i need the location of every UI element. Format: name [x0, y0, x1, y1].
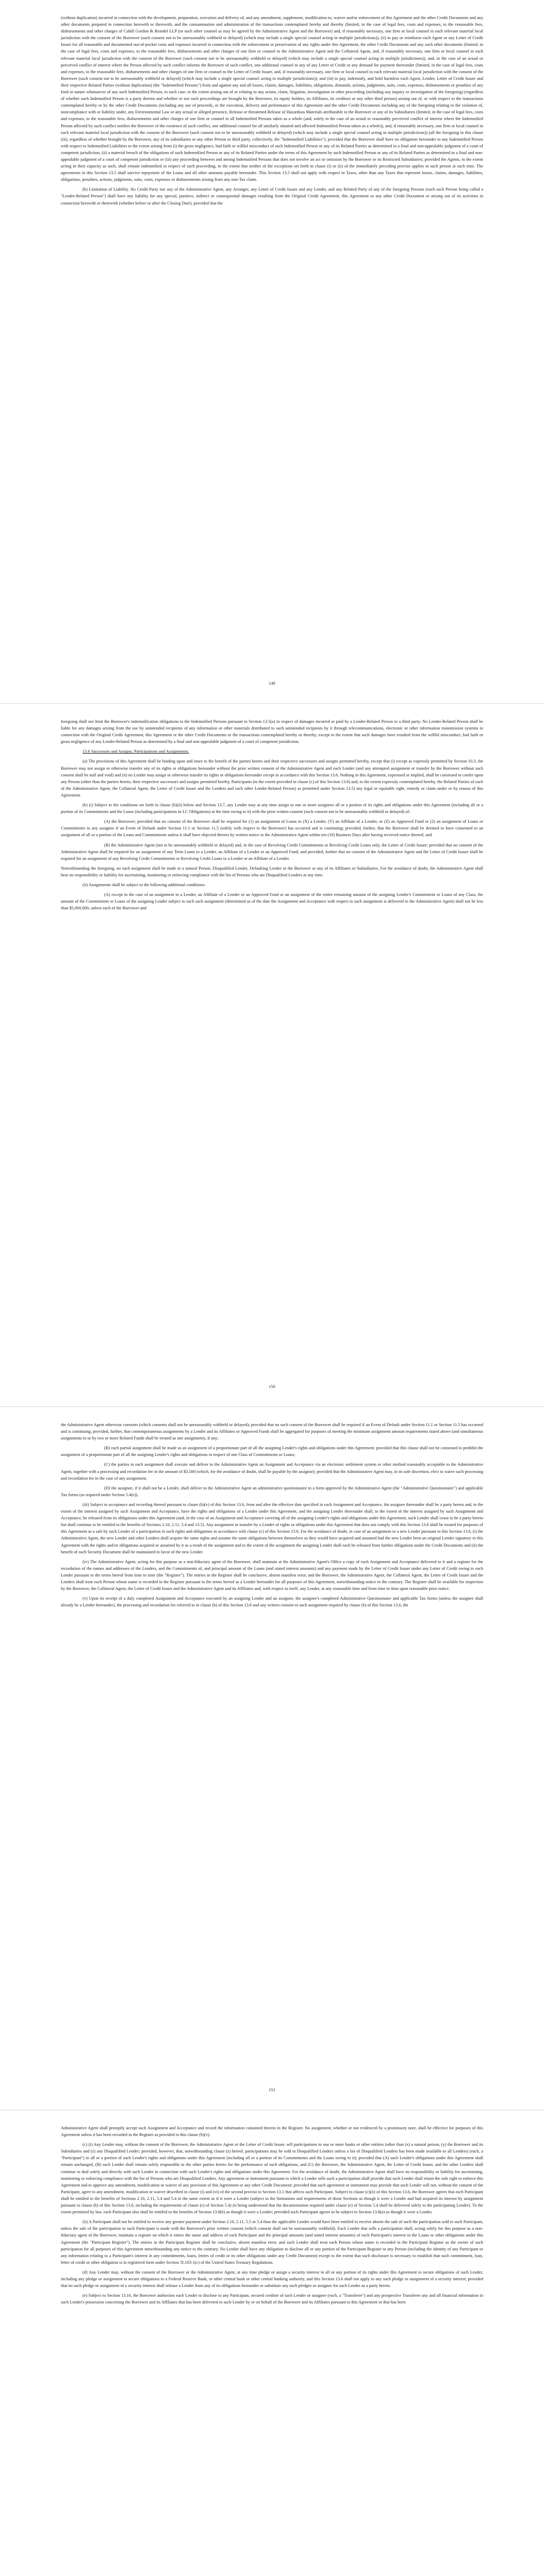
paragraph: (a) The provisions of this Agreement shall be binding upon and inure to the benefit of the parties hereto and their respective successors and assigns permitted hereby, except that (i) except as expressly permitted by Section 10.3, the Borrower may not assign or otherwise transfer any of its rights or obligations hereunder without the prior written consent of the Administrative Agent and each Lender (and any attempted assignment or transfer by the Borrower without such consent shall be null and void) and (ii) no Lender may assign or otherwise transfer its rights or obligations hereunder except in accordance with this Section 13.6. Nothing in this Agreement, expressed or implied, shall be construed to confer upon any Person (other than the parties hereto, their respective successors and assigns permitted hereby, Participants (to the extent provided in clause (c) of this Section 13.6) and, to the extent expressly contemplated hereby, the Related Parties of each of the Administrative Agent, the Collateral Agent, the Letter of Credit Issuer and the Lenders and each other Lender-Related Person) as permitted under Section 13.5) any legal or equitable right, remedy or claim under or by reason of this Agreement. [61, 759, 483, 798]
paragraph: (A) the Borrower; provided that no consent of the Borrower shall be required for (1) an assignment of Loans to (X) a Lender, (Y) an Affiliate of a Lender, or (Z) an Approved Fund or (2) an assignment of Loans or Commitments to any assignee if an Event of Default under Section 11.1 or Section 11.5 (solely with respect to the Borrower) has occurred and is continuing; provided, further, that the Borrower shall be deemed to have consented to an assignment of all or a portion of the Loans and Commitments unless it shall have objected thereto by written notice to the Administrative Agent within ten (10) Business Days after having received notice thereof; and [61, 819, 483, 838]
page-body [61, 1421, 483, 1608]
paragraph: (e) Subject to Section 13.16, the Borrower authorizes each Lender to disclose to any Participant, secured creditor of such Lender or assignee (each, a "Transferee") and any prospective Transferee any and all financial information in such Lender's possession concerning the Borrower and its Affiliates that has been delivered to such Lender by or on behalf of the Borrower and its Affiliates pursuant to this Agreement or that has been [61, 2293, 483, 2305]
paragraph: (v) Upon its receipt of a duly completed Assignment and Acceptance executed by an assigning Lender and an assignee, the assignee's completed Administrative Questionnaire and applicable Tax forms (unless the assignee shall already be a Lender hereunder), the processing and recordation fee referred to in clause (b) of this Section 13.6 and any written consent to such assignment required by clause (b) of this Section 13.6, the [61, 1596, 483, 1608]
document-page [0, 0, 544, 703]
paragraph: the Administrative Agent otherwise consents (which consents shall not be unreasonably withheld or delayed); provided that no such consent of the Borrower shall be required if an Event of Default under Section 11.1 or Section 11.5 has occurred and is continuing; provided, further, that contemporaneous assignments by a Lender and its Affiliates or Approved Funds shall be aggregated for purposes of meeting the minimum assignment amount requirements stated above (and simultaneous assignments to or by two or more Related Funds shall be treated as one assignment), if any; [61, 1422, 483, 1441]
section-heading: 13.6 Successors and Assigns; Participations and Assignments. [83, 749, 189, 754]
paragraph: (c) (i) Any Lender may, without the consent of the Borrower, the Administrative Agent or the Letter of Credit Issuer, sell participations to one or more banks or other entities (other than (x) a natural person, (y) the Borrower and its Subsidiaries and (z) any Disqualified Lender; provided, however, that, notwithstanding clause (z) hereof, participations may be sold to Disqualified Lenders unless a list of Disqualified Lenders has been made available to all Lenders) (each, a "Participant") in all or a portion of such Lender's rights and obligations under this Agreement (including all or a portion of its Commitments and the Loans owing to it); provided that (A) such Lender's obligations under this Agreement shall remain unchanged, (B) such Lender shall remain solely responsible to the other parties hereto for the performance of such obligations, and (C) the Borrower, the Administrative Agent, the Letter of Credit Issuer, and the other Lenders shall continue to deal solely and directly with such Lender in connection with such Lender's rights and obligations under this Agreement. For the avoidance of doubt, the Administrative Agent shall have no responsibility or liability for ascertaining, monitoring or enforcing compliance with the list of Persons who are Disqualified Lenders. Any agreement or instrument pursuant to which a Lender sells such a participation shall provide that such Lender shall retain the sole right to enforce this Agreement and to approve any amendment, modification or waiver of any provision of this Agreement or any other Credit Document; provided that such agreement or instrument may provide that such Lender will not, without the consent of the Participant, agree to any amendment, modification or waiver described in clause (i) and (vi) of the second proviso to Section 13.1 that affects such Participant. Subject to clause (c)(ii) of this Section 13.6, the Borrower agrees that each Participant shall be entitled to the benefits of Sections 2.10, 2.11, 5.4 and 5.4 to the same extent as if it were a Lender (subject to the limitations and requirements of those Sections as though it were a Lender and had acquired its interest by assignment pursuant to clause (b) of this Section 13.6, including the requirements of clause (e) of Section 5.4) (it being understood that the documentation required under clause (e) of Section 5.4 shall be delivered solely to the participating Lender). To the extent permitted by law, each Participant also shall be entitled to the benefits of Section 13.8(b) as though it were a Lender; provided such Participant agrees to be subject to Section 13.8(a) as though it were a Lender. [61, 2142, 483, 2215]
document-page [0, 1406, 544, 2110]
page-number: 151 [269, 2088, 275, 2092]
paragraph: (iii) Subject to acceptance and recording thereof pursuant to clause (b)(v) of this Section 13.6, from and after the effective date specified in each Assignment and Acceptance, the assignee thereunder shall be a party hereto and, to the extent of the interest assigned by such Assignment and Acceptance, have the rights and obligations of a Lender under this Agreement, and the assigning Lender thereunder shall, to the extent of the interest assigned by such Assignment and Acceptance, be released from its obligations under this Agreement (and, in the case of an Assignment and Acceptance covering all of the assigning Lender's rights and obligations under this Agreement, such Lender shall cease to be a party hereto but shall continue to be entitled to the benefits of Sections 2.10, 2.11, 5.4 and 13.5). Any assignment or transfer by a Lender of rights or obligations under this Agreement that does not comply with this Section 13.6 shall be treated for purposes of this Agreement as a sale by such Lender of a participation in such rights and obligations in accordance with clause (c) of this Section 13.6. For the avoidance of doubt, in case of an assignment to a new Lender pursuant to this Section 13.6, (i) the Administrative Agent, the new Lender and other Lenders shall acquire the same rights and assume the same obligations between themselves as they would have acquired and assumed had the new Lender been an original Lender signatory to this Agreement with the rights and/or obligations acquired or assumed by it as a result of the assignment and to the extent of the assignment the assigning Lender shall each be released from further obligations under the Credit Documents and (ii) the benefit of each Security Document shall be maintained in favor of the new Lender. [61, 1502, 483, 1554]
paragraph: (d) Any Lender may, without the consent of the Borrower or the Administrative Agent, at any time pledge or assign a security interest in all or any portion of its rights under this Agreement to secure obligations of such Lender, including any pledge or assignment to secure obligations to a Federal Reserve Bank, or other central bank or other central banking authority, and this Section 13.6 shall not apply to any such pledge or assignment of a security interest; provided that no such pledge or assignment of a security interest shall release a Lender from any of its obligations hereunder or substitute any such pledgee or assignee for such Lender as a party hereto. [61, 2269, 483, 2289]
paragraph: (ii) A Participant shall not be entitled to receive any greater payment under Section 2.10, 2.11, 5.5 or 5.4 than the applicable Lender would have been entitled to receive absent the sale of such the participation sold to such Participant, unless the sale of the participation to such Participant is made with the Borrower's prior written consent (which consent shall not be unreasonably withheld). Each Lender that sells a participation shall, acting solely for this purpose as a non-fiduciary agent of the Borrower, maintain a register on which it enters the name and address of each Participant and the principal amounts (and stated interest amounts) of each Participant's interest in the Loans or other obligations under this Agreement (the "Participant Register"). The entries in the Participant Register shall be conclusive, absent manifest error, and such Lender shall treat each Person whose name is recorded in the Participant Register as the owner of such participation for all purposes of this Agreement notwithstanding any notice to the contrary. No Lender shall have any obligation to disclose all or any portion of the Participant Register to any Person (including the identity of any Participant or any information relating to a Participant's interest in any commitments, loans, letters of credit or its other obligations under any Credit Document) except to the extent that such disclosure is necessary to establish that such commitment, loan, letter of credit or other obligation is in registered form under Section 5f.103-1(c) of the United States Treasury Regulations. [61, 2219, 483, 2265]
paragraph: (B) the Administrative Agent (not to be unreasonably withheld or delayed) and, in the case of Revolving Credit Commitments or Revolving Credit Loans only, the Letter of Credit Issuer; provided that no consent of the Administrative Agent shall be required for an assignment of any Term Loans to a Lender, an Affiliate of a Lender or an Approved Fund; and provided, further that no consent of the Administrative Agent and the Letter of Credit Issuer shall be required for an assignment of any Revolving Credit Commitments or Revolving Credit Loans to a Lender or an Affiliate of a Lender. [61, 842, 483, 861]
page-body [61, 2125, 483, 2306]
paragraph: (without duplication) incurred in connection with the development, preparation, execution and delivery of, and any amendment, supplement, modification to, waiver and/or enforcement of this Agreement and the other Credit Documents and any other documents prepared in connection herewith or therewith, and the consummation and administration of the transactions contemplated hereby and thereby (limited, in the case of legal fees, costs and expenses, to the reasonable fees, disbursements and other charges of Cahill Gordon & Reindel LLP (or such other counsel as may be agreed by the Administrative Agent and the Borrower) and, if reasonably necessary, one firm or local counsel in each relevant material local jurisdiction with the consent of the Borrower (such consent not to be unreasonably withheld or delayed) (which may include a single special counsel acting in multiple jurisdictions)), (ii) to pay or reimburse each Agent or any Letter of Credit Issuer for all reasonable and documented out-of-pocket costs and expenses incurred in connection with the enforcement or preservation of any rights under this Agreement, the other Credit Documents and any such other documents (limited, in the case of legal fees, costs and expenses, to the reasonable fees, disbursements and other charges of one firm or counsel to the Administrative Agent and the Collateral Agent, and, if reasonably necessary, one firm or local counsel in each relevant material local jurisdiction with the consent of the Borrower (such consent not to be unreasonably withheld or delayed) (which may include a single special counsel acting in multiple jurisdictions)), and, in the case of an actual or perceived conflict of interest where the Person affected by such conflict informs the Borrower of such conflict, one additional counsel to any of any Letter of Credit or any demand for payment thereunder (limited, in the case of legal fees, costs and expenses, to the reasonable fees, disbursements and other charges of one firm or counsel to the Letter of Credit Issuer, and, if reasonably necessary, one firm or local counsel in each relevant material local jurisdiction with the consent of the Borrower (such consent not to be unreasonably withheld or delayed) (which may include a single special counsel acting in multiple jurisdictions)), and (iii) to pay, indemnify, and hold harmless each Agent, Lender, Letter of Credit Issuer and their respective Related Parties (without duplication) (the "Indemnified Persons") from and against any and all losses, claims, damages, liabilities, obligations, demands, actions, judgments, suits, costs, expenses, disbursements or penalties of any kind or nature whatsoever of any such Indemnified Person, in each case, to the extent arising out of or relating to any action, claim, litigation, investigation or other proceeding (including any inquiry or investigation of the foregoing) (regardless of whether such Indemnified Person is a party thereto and whether or not such proceedings are brought by the Borrower, its equity holders, its Affiliates, its creditors or any other third person) arising out of, or with respect to the transactions contemplated hereby or by the other Credit Documents (including any use of proceeds, or the execution, delivery and performance of this Agreement and the other Credit Documents including any of the foregoing relating to the violation of, noncompliance with or liability under, any Environmental Law or any actual or alleged presence, Release or threatened Release of Hazardous Materials attributable to the Borrower or any of its Subsidiaries (limited, in the case of legal fees, costs and expenses, to the reasonable fees, disbursements and other charges of one firm or counsel to all Indemnified Persons taken as a whole (and, solely in the case of an actual or reasonably perceived conflict of interest where the Indemnified Person affected by such conflict notifies the Borrower of the existence of such conflict, one additional counsel for all similarly situated and affected Indemnified Person taken as a whole)), and, if reasonably necessary, one firm or local counsel in each relevant material local jurisdiction with the consent of the Borrower (such consent not to be unreasonably withheld or delayed) (which may include a single special counsel acting in multiple jurisdictions)) (all the foregoing in this clause (iii), regardless of whether brought by the Borrower, any of its subsidiaries or any other Person or third party, collectively, the "Indemnified Liabilities"); provided that the Borrower shall have no obligation hereunder to any Indemnified Person with respect to Indemnified Liabilities to the extent arising from (i) the gross negligence, bad faith or willful misconduct of such Indemnified Person or any of its Related Parties as determined in a final and non-appealable judgment of a court of competent jurisdiction, (ii) a material breach of the obligations of such Indemnified Person or any of its Related Parties under the terms of this Agreement by such Indemnified Person or any of its Related Parties as determined in a final and non-appealable judgment of a court of competent jurisdiction or (iii) any proceeding between and among Indemnified Persons that does not involve an act or omission by the Borrower or its Restricted Subsidiaries; provided the Agents, to the extent acting in their capacity as such, shall remain indemnified in respect of such proceeding, to the extent that neither of the exceptions set forth in clause (i) or (ii) of the immediately preceding proviso applies to such person at such time. The agreements in this Section 13.5 shall survive repayment of the Loans and all other amounts payable hereunder. This Section 13.5 shall not apply with respect to Taxes, other than any Taxes that represent losses, claims, damages, liabilities, obligations, penalties, actions, judgments, suits, costs, expenses or disbursements arising from any non-Tax claim. [61, 15, 483, 182]
document-page [0, 2110, 544, 2576]
paragraph: (iv) The Administrative Agent, acting for this purpose as a non-fiduciary agent of the Borrower, shall maintain at the Administrative Agent's Office a copy of each Assignment and Acceptance delivered to it and a register for the recordation of the names and addresses of the Lenders, and the Commitments of, and principal amount of the Loans (and stated interest amounts) and any payment made by the Letter of Credit Issuer under any Letter of Credit owing to each Lender pursuant to the terms hereof from time to time (the "Register"). The entries in the Register shall be conclusive, absent manifest error, and the Borrower, the Administrative Agent, the Collateral Agent, the Letter of Credit Issuer and the Lenders shall treat each Person whose name is recorded in the Register pursuant to the terms hereof as a Lender hereunder for all purposes of this Agreement, notwithstanding notice to the contrary. The Register shall be available for inspection by the Borrower, the Collateral Agent, the Letter of Credit Issuer and the Administrative Agent and its Affiliates and, with respect to itself, any Lender, at any reasonable time and from time to time upon reasonable prior notice. [61, 1559, 483, 1591]
paragraph: Notwithstanding the foregoing, no such assignment shall be made to a natural Person, Disqualified Lender, Defaulting Lender or the Borrower or any of its Affiliates or Subsidiaries. For the avoidance of doubt, the Administrative Agent shall bear no responsibility or liability for ascertaining, monitoring or enforcing compliance with the list of Persons who are Disqualified Lenders at any time. [61, 866, 483, 877]
document-page [0, 703, 544, 1406]
page-body [61, 718, 483, 911]
paragraph: foregoing shall not limit the Borrower's indemnification obligations to the Indemnified Persons pursuant to Section 13.5(a) in respect of damages incurred or paid by a Lender-Related Person to a third party. No Lender-Related Person shall be liable for any damages arising from the use by unintended recipients of any information or other materials distributed to such unintended recipients by it through telecommunications, electronic or other information transmission systems in connection with the Original Credit Agreement, this Agreement or the other Credit Documents or the transactions contemplated hereby or thereby, except to the extent that such damages have resulted from the willful misconduct, bad faith or gross negligence of any Lender-Related Person as determined by a final and non-appealable judgment of a court of competent jurisdiction. [61, 719, 483, 744]
paragraph: Administrative Agent shall promptly accept such Assignment and Acceptance and record the information contained therein in the Register. No assignment, whether or not evidenced by a promissory note, shall be effective for purposes of this Agreement unless it has been recorded in the Register as provided in this clause (b)(v). [61, 2126, 483, 2138]
paragraph: (D) the assignee, if it shall not be a Lender, shall deliver to the Administrative Agent an administrative questionnaire in a form approved by the Administrative Agent (the "Administrative Questionnaire") and applicable Tax forms (as required under Section 5.4(e)). [61, 1485, 483, 1497]
page-body [61, 14, 483, 207]
page-number: 149 [269, 681, 275, 686]
paragraph: (A) except in the case of an assignment to a Lender, an Affiliate of a Lender or an Approved Fund or an assignment of the entire remaining amount of the assigning Lender's Commitment or Loans of any Class, the amount of the Commitment or Loans of the assigning Lender subject to each such assignment (determined as of the date the Assignment and Acceptance with respect to such assignment is delivered to the Administrative Agent) shall not be less than $5,000,000, unless each of the Borrower and [61, 892, 483, 911]
paragraph: (b) (i) Subject to the conditions set forth in clause (b)(ii) below and Section 13.7, any Lender may at any time assign to one or more assignees all or a portion of its rights and obligations under this Agreement (including all or a portion of its Commitments and the Loans (including participations in LC Obligations) at the time owing to it) with the prior written consent (such consent not to be unreasonably withheld or delayed) of: [61, 803, 483, 815]
paragraph: (b) Limitation of Liability. No Credit Party nor any of the Administrative Agent, any Arranger, any Letter of Credit Issuer and any Lender, and any Related Party of any of the foregoing Persons (each such Person being called a "Lender-Related Person") shall have any liability for any special, punitive, indirect or consequential damages resulting from the Original Credit Agreement, this Agreement or any other Credit Document or arising out of its activities in connection herewith or therewith (whether before or after the Closing Date); provided that the [61, 187, 483, 206]
paragraph: (C) the parties to each assignment shall execute and deliver to the Administrative Agent an Assignment and Acceptance via an electronic settlement system or other method reasonably acceptable to the Administrative Agent, together with a processing and recordation fee in the amount of $3,500 (which, for the avoidance of doubt, shall be payable by the assignor); provided that the Administrative Agent may, in its sole discretion, elect to waive such processing and recordation fee in the case of any assignment; [61, 1462, 484, 1481]
page-number: 150 [269, 1384, 275, 1389]
paragraph: (B) each partial assignment shall be made as an assignment of a proportionate part of all the assigning Lender's rights and obligations under this Agreement; provided that this clause shall not be construed to prohibit the assignment of a proportionate part of all the assigning Lender's rights and obligations in respect of one Class of Commitments or Loans; [61, 1446, 483, 1458]
paragraph: (ii) Assignments shall be subject to the following additional conditions: [83, 882, 206, 887]
